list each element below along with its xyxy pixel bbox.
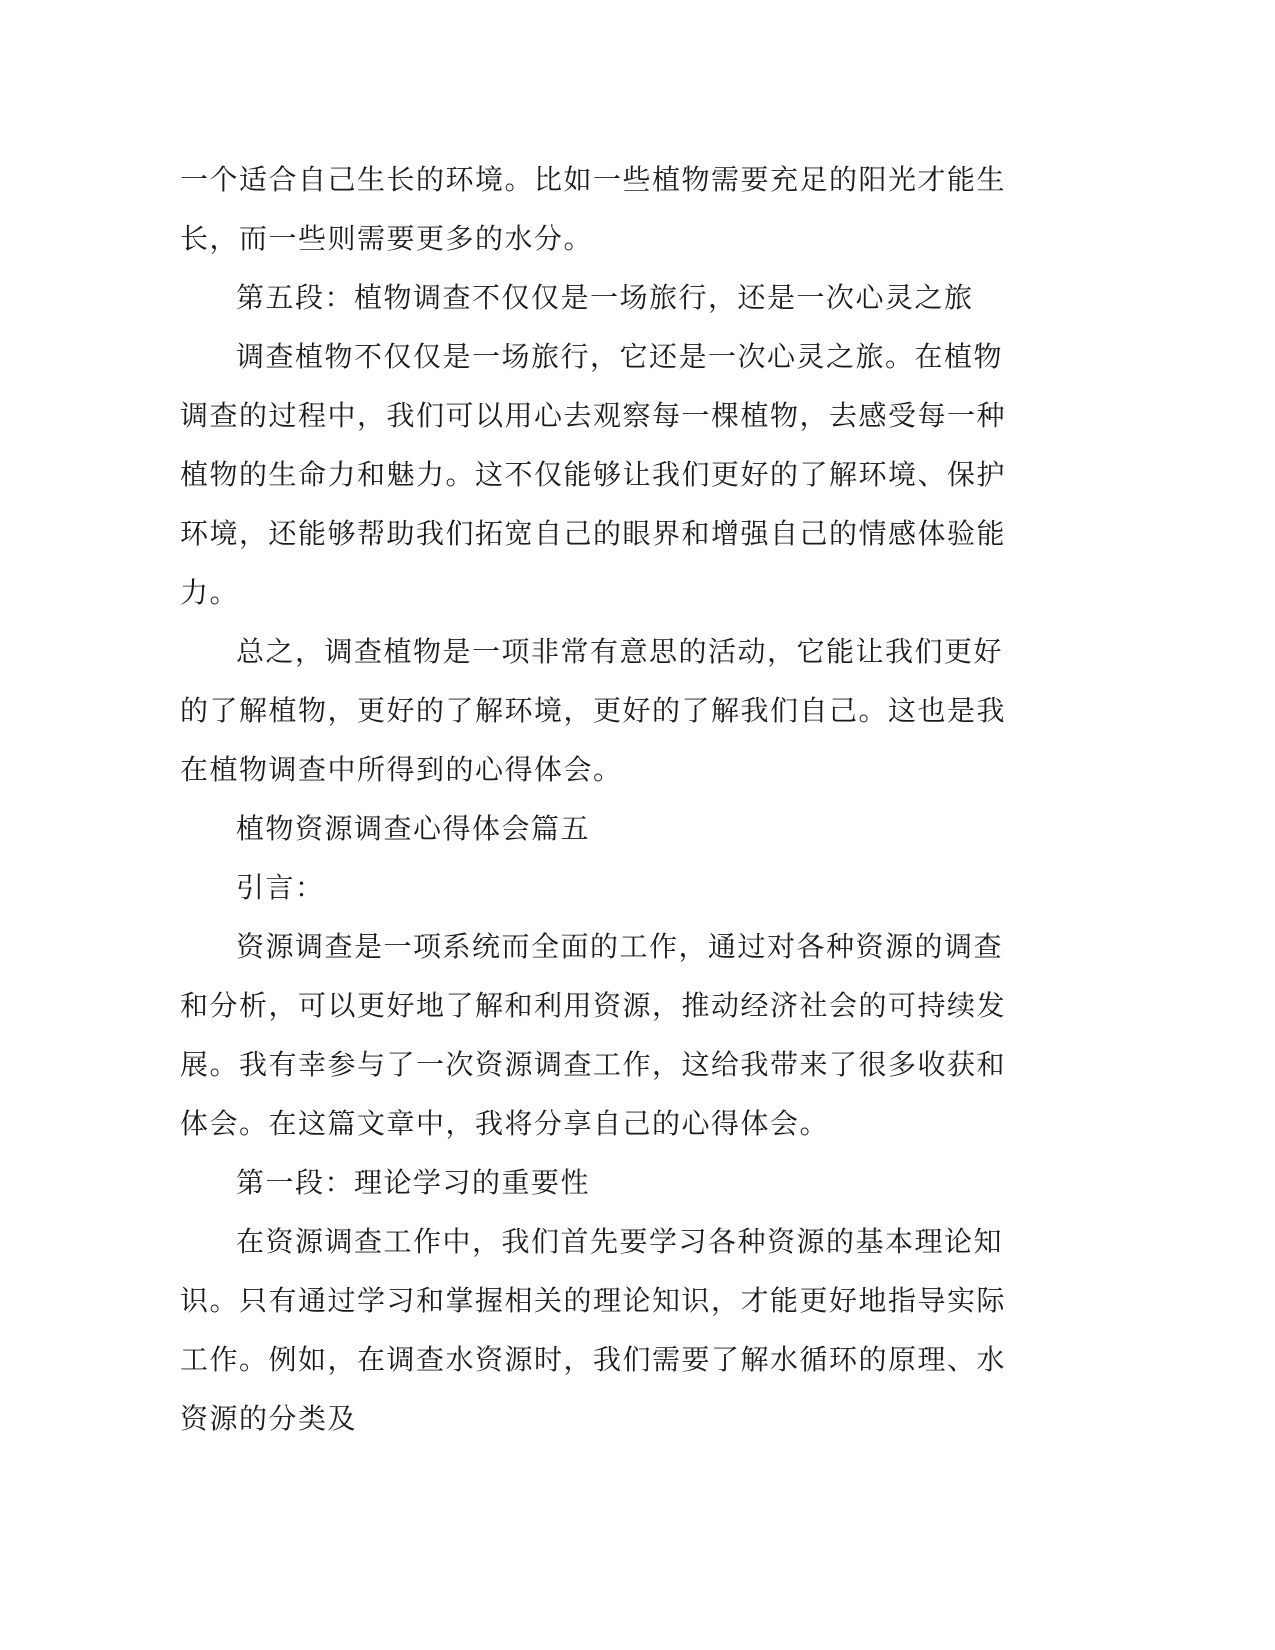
section-heading-part-one: 第一段：理论学习的重要性 [236,1166,591,1199]
article-title-part-five: 植物资源调查心得体会篇五 [236,812,591,845]
paragraph-introduction: 资源调查是一项系统而全面的工作，通过对各种资源的调查和分析，可以更好地了解和利用资源，推动经济社会的可持续发展。我有幸参与了一次资源调查工作，这给我带来了很多收获和体会。在这篇文章中，我将分享自己的心得体会。 [180,930,1007,1140]
paragraph-theory-learning: 在资源调查工作中，我们首先要学习各种资源的基本理论知识。只有通过学习和掌握相关的理论知识，才能更好地指导实际工作。例如，在调查水资源时，我们需要了解水循环的原理、水资源的分类及 [180,1225,1007,1435]
paragraph-continuation: 一个适合自己生长的环境。比如一些植物需要充足的阳光才能生长，而一些则需要更多的水分。 [180,163,1007,255]
document-body [180,150,1030,1448]
paragraph-conclusion: 总之，调查植物是一项非常有意思的活动，它能让我们更好的了解植物，更好的了解环境，更好的了解我们自己。这也是我在植物调查中所得到的心得体会。 [180,635,1007,786]
paragraph-soul-journey: 调查植物不仅仅是一场旅行，它还是一次心灵之旅。在植物调查的过程中，我们可以用心去观察每一棵植物，去感受每一种植物的生命力和魅力。这不仅能够让我们更好的了解环境、保护环境，还能够帮助我们拓宽自己的眼界和增强自己的情感体验能力。 [180,340,1007,609]
section-heading-part-five: 第五段：植物调查不仅仅是一场旅行，还是一次心灵之旅 [236,281,974,314]
introduction-label: 引言： [236,871,325,904]
